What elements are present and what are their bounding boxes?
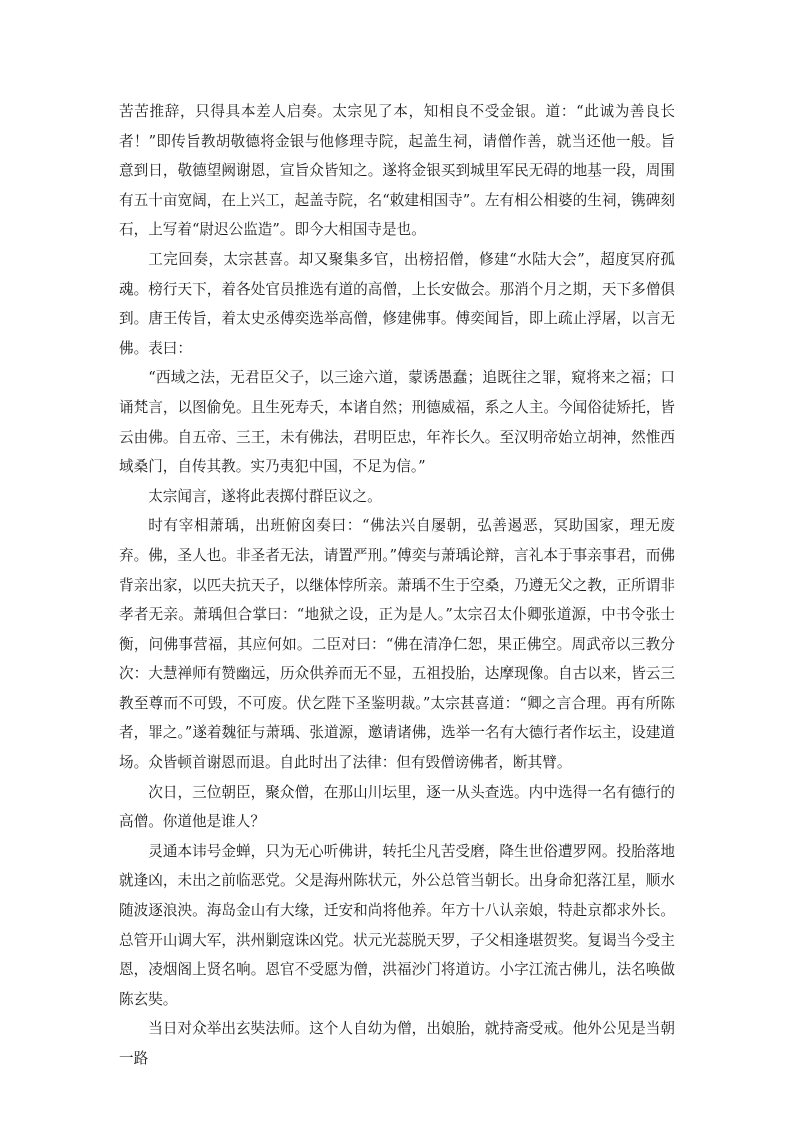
paragraph: 时有宰相萧瑀，出班俯囟奏曰：“佛法兴自屡朝，弘善遏恶，冥助国家，理无废弃。佛，圣人也。非圣者无法，请置严刑。”傅奕与萧瑀论辩，言礼本于事亲事君，而佛背亲出家，以匹夫抗天子，以继体悖所亲。萧瑀不生于空桑，乃遵无父之教，正所谓非孝者无亲。萧瑀但合掌曰：“地狱之设，正为是人。”太宗召太仆卿张道源，中书令张士衡，问佛事营福，其应何如。二臣对曰：“佛在清净仁恕，果正佛空。周武帝以三教分次：大慧禅师有赞幽远，历众供养而无不显，五祖投胎，达摩现像。自古以来，皆云三教至尊而不可毁，不可废。伏乞陛下圣鉴明裁。”太宗甚喜道：“卿之言合理。再有所陈者，罪之。”遂着魏征与萧瑀、张道源，邀请诸佛，选举一名有大德行者作坛主，设建道场。众皆顿首谢恩而退。自此时出了法律：但有毁僧谤佛者，断其臂。	[119, 517, 675, 772]
paragraph-quote: “西域之法，无君臣父子，以三途六道，蒙诱愚蠢；追既往之罪，窥将来之福；口诵梵言，以图偷免。且生死寿夭，本诸自然；刑德威福，系之人主。今闻俗徒矫托，皆云由佛。自五帝、三王，未有佛法，君明臣忠，年祚长久。至汉明帝始立胡神，然惟西域桑门，自传其教。实乃夷犯中国，不足为信。”	[119, 369, 675, 476]
paragraph: 工完回奏，太宗甚喜。却又聚集多官，出榜招僧，修建“水陆大会”，超度冥府孤魂。榜行天下，着各处官员推选有道的高僧，上长安做会。那消个月之期，天下多僧俱到。唐王传旨，着太史丞傅奕选举高僧，修建佛事。傅奕闻旨，即上疏止浮屠，以言无佛。表曰：	[119, 250, 675, 357]
paragraph: 次日，三位朝臣，聚众僧，在那山川坛里，逐一从头查选。内中选得一名有德行的高僧。你道他是谁人？	[119, 783, 675, 831]
document-body	[119, 97, 675, 1074]
paragraph-verse: 灵通本讳号金蝉，只为无心听佛讲，转托尘凡苦受磨，降生世俗遭罗网。投胎落地就逢凶，未出之前临恶党。父是海州陈状元，外公总管当朝长。出身命犯落江星，顺水随波逐浪泱。海岛金山有大缘，迁安和尚将他养。年方十八认亲娘，特赴京都求外长。总管开山调大军，洪州剿寇诛凶党。状元光蕊脱天罗，子父相逢堪贺奖。复谒当今受主恩，凌烟阁上贤名响。恩官不受愿为僧，洪福沙门将道访。小字江流古佛儿，法名唤做陈玄奘。	[119, 842, 675, 1008]
paragraph: 太宗闻言，遂将此表掷付群臣议之。	[148, 487, 382, 505]
paragraph-continued: 苦苦推辞，只得具本差人启奏。太宗见了本，知相良不受金银。道：“此诚为善良长者！”即传旨教胡敬德将金银与他修理寺院，起盖生祠，请僧作善，就当还他一般。旨意到日，敬德望阙谢恩，宣旨众皆知之。遂将金银买到城里军民无碍的地基一段，周围有五十亩宽阔，在上兴工，起盖寺院，名“敕建相国寺”。左有相公相婆的生祠，镌碑刻石，上写着“尉迟公监造”。即今大相国寺是也。	[119, 103, 675, 239]
paragraph: 当日对众举出玄奘法师。这个人自幼为僧，出娘胎，就持斋受戒。他外公见是当朝一路	[119, 1020, 675, 1067]
